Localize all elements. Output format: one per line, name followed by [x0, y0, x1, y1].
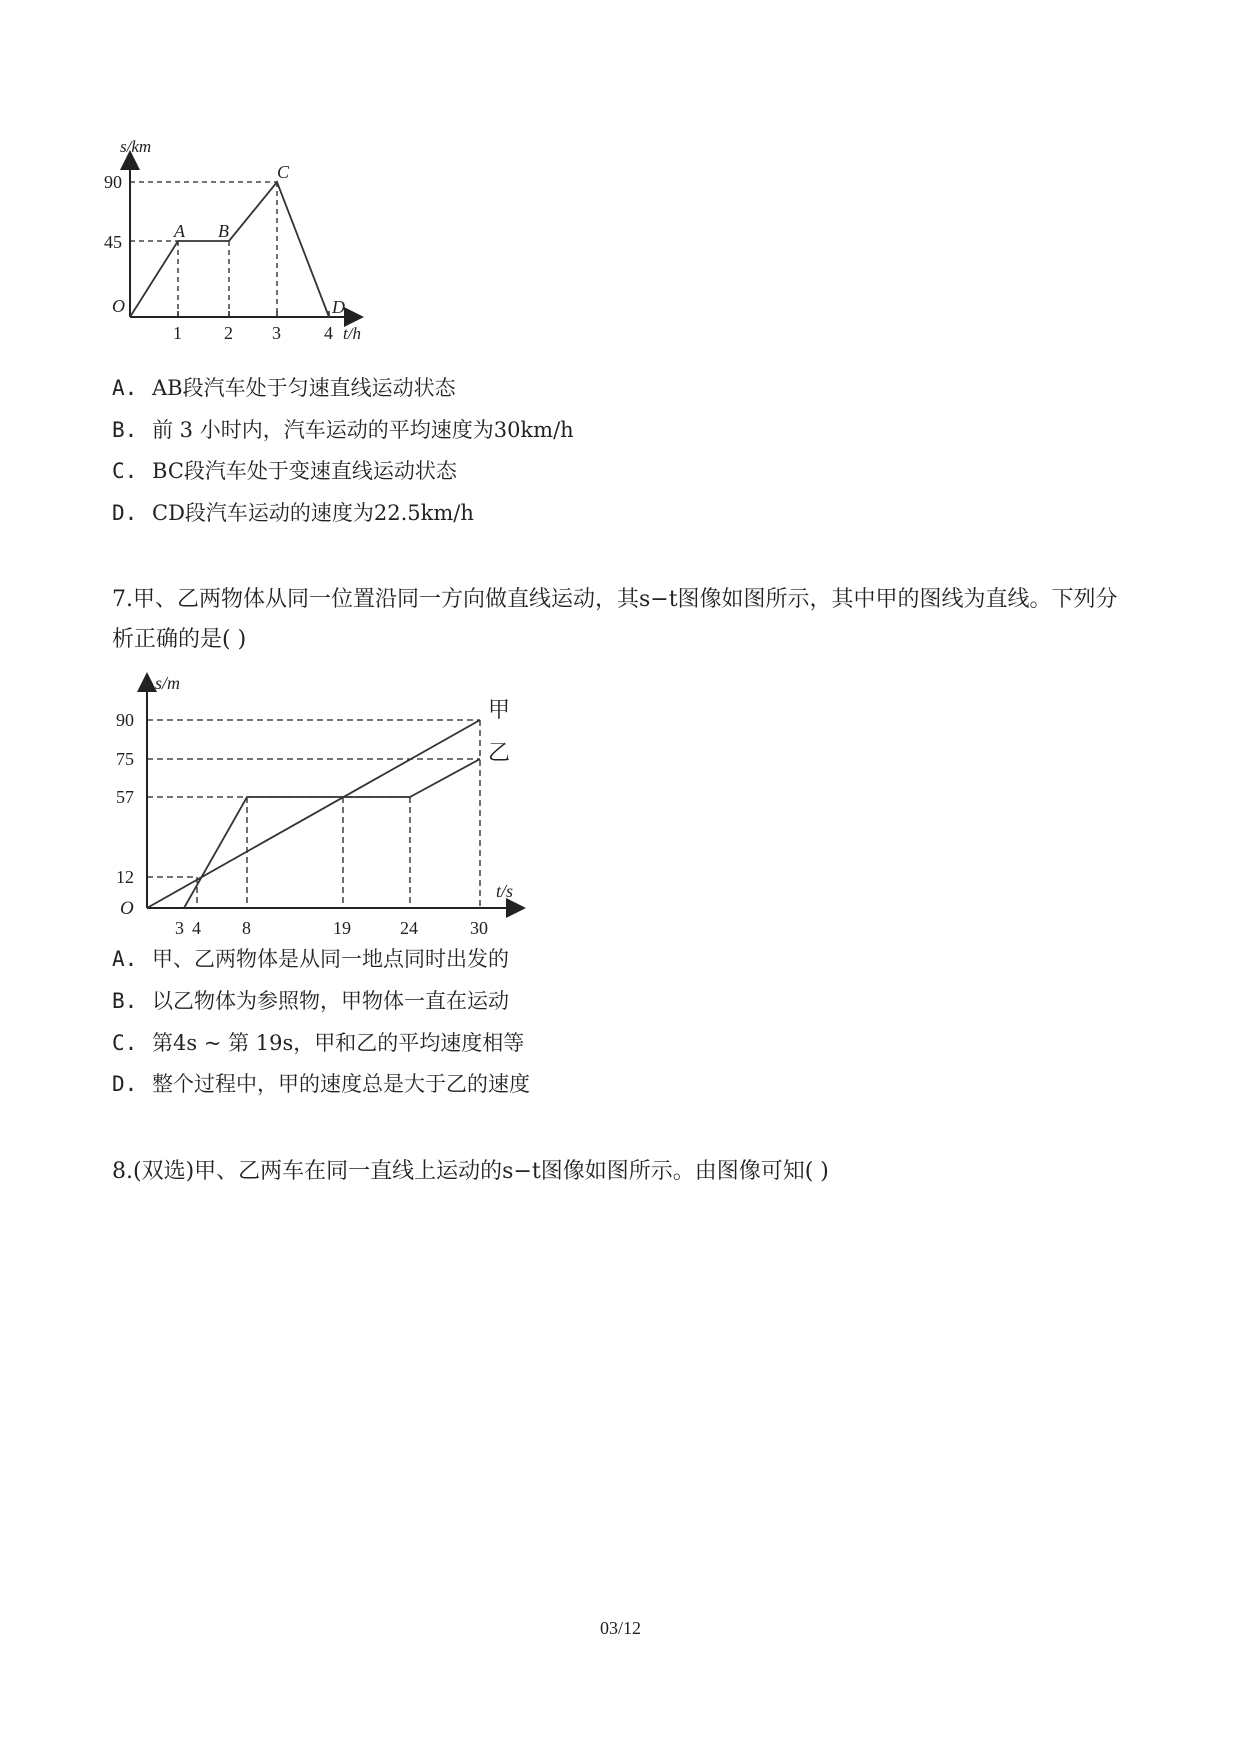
q6-option-a: A. AB段汽车处于匀速直线运动状态 — [112, 376, 456, 400]
q6-option-b: B. 前 3 小时内，汽车运动的平均速度为30km/h — [112, 418, 574, 442]
graph1-point-C: C — [277, 162, 290, 182]
graph1-point-B: B — [218, 221, 229, 241]
graph1-point-A: A — [174, 221, 185, 241]
graph1-xtick-3: 3 — [272, 323, 281, 343]
graph1-origin: O — [112, 296, 125, 316]
graph2-xtick-8: 8 — [242, 918, 251, 938]
graph1-xlabel: t/h — [343, 324, 361, 343]
graph2-ytick-57: 57 — [116, 787, 134, 807]
graph1-point-D: D — [332, 297, 345, 317]
graph1-st-diagram — [100, 140, 420, 365]
graph1-xtick-4: 4 — [324, 323, 333, 343]
q7-option-d: D. 整个过程中，甲的速度总是大于乙的速度 — [112, 1072, 530, 1096]
graph2-ytick-12: 12 — [116, 867, 134, 887]
graph2-series-jia: 甲 — [488, 698, 511, 723]
q7-option-a: A. 甲、乙两物体是从同一地点同时出发的 — [112, 947, 509, 971]
graph2-line-yi — [184, 759, 480, 908]
graph2-ytick-75: 75 — [116, 749, 134, 769]
q7-option-c: C. 第4s ~ 第 19s，甲和乙的平均速度相等 — [112, 1031, 525, 1055]
q7-question: 7.甲、乙两物体从同一位置沿同一方向做直线运动，其s−t图像如图所示，其中甲的图线为直线。下列分析正确的是( ) — [112, 587, 1118, 652]
graph2-st-diagram — [110, 672, 530, 942]
graph2-series-yi: 乙 — [488, 741, 511, 766]
graph2-ylabel: s/m — [155, 673, 181, 693]
graph2-xtick-30: 30 — [470, 918, 488, 938]
graph1-xtick-1: 1 — [173, 323, 182, 343]
graph2-xlabel: t/s — [496, 881, 514, 901]
page-number: 03/12 — [599, 1618, 641, 1638]
graph1-ytick-90: 90 — [104, 172, 122, 192]
graph2-origin: O — [120, 898, 134, 919]
graph2-xtick-19: 19 — [333, 918, 351, 938]
graph2-ytick-90: 90 — [116, 710, 134, 730]
graph2-xtick-3: 3 — [175, 918, 184, 938]
q7-option-b: B. 以乙物体为参照物，甲物体一直在运动 — [112, 989, 509, 1013]
q6-option-d: D. CD段汽车运动的速度为22.5km/h — [112, 501, 474, 525]
graph2-xtick-4: 4 — [192, 918, 201, 938]
q8-question: 8.(双选)甲、乙两车在同一直线上运动的s−t图像如图所示。由图像可知( ) — [112, 1159, 829, 1184]
graph1-ylabel: s/km — [120, 140, 152, 156]
graph1-ytick-45: 45 — [104, 232, 122, 252]
graph2-xtick-24: 24 — [400, 918, 418, 938]
graph2-line-jia — [147, 720, 480, 908]
q6-option-c: C. BC段汽车处于变速直线运动状态 — [112, 459, 457, 483]
graph1-xtick-2: 2 — [224, 323, 233, 343]
